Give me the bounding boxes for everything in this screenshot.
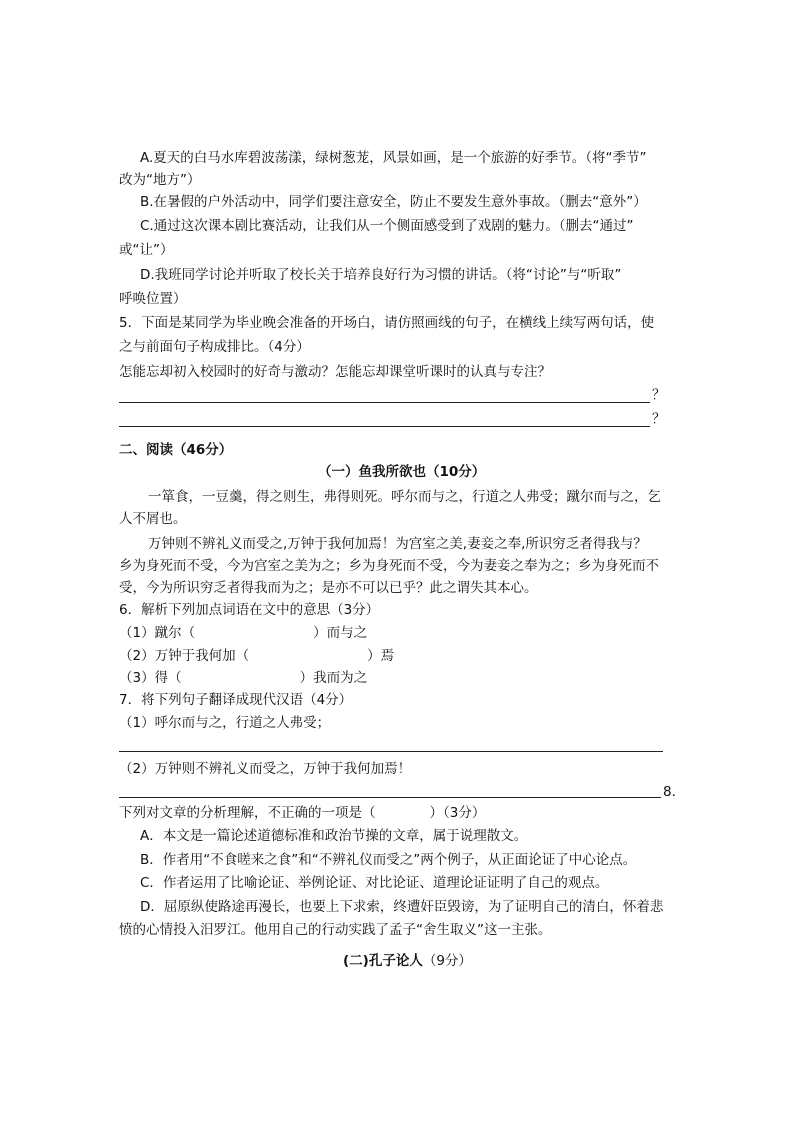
passage1-para1-line1: 一箪食，一豆羹，得之则生，弗得则死。呼尔而与之，行道之人弗受；蹴尔而与之，乞 [148, 489, 661, 505]
q7-answer-line-2[interactable] [119, 797, 661, 798]
q8-stem-prefix: 下列对文章的分析理解，不正确的一项是（ [119, 805, 376, 821]
q7-stem: 7．将下列句子翻译成现代汉语（4分） [119, 692, 353, 708]
section2-heading: 二、阅读（46分） [119, 442, 233, 458]
q7-sentence-2: （2）万钟则不辨礼义而受之，万钟于我何加焉！ [119, 761, 412, 777]
q5-stem-line1: 5．下面是某同学为毕业晚会准备的开场白，请仿照画线的句子，在横线上续写两句话，使 [119, 315, 655, 331]
q6-item3-suffix: ）我而为之 [299, 670, 368, 686]
q5-answer-line-2[interactable] [119, 426, 650, 427]
q8-option-c: C．作者运用了比喻论证、举例论证、对比论证、道理论证证明了自己的观点。 [140, 875, 609, 891]
q6-item2-prefix: （2）万钟于我何加（ [119, 648, 250, 664]
q4-option-b: B.在暑假的户外活动中，同学们要注意安全，防止不要发生意外事故。（删去“意外”） [140, 194, 647, 210]
q8-stem-suffix: ）（3分） [429, 805, 486, 821]
passage1-para1-line2: 人不屑也。 [119, 511, 187, 527]
q8-option-a: A．本文是一篇论述道德标准和政治节操的文章，属于说理散文。 [140, 828, 528, 844]
passage1-para2-line2: 乡为身死而不受，今为宫室之美为之；乡为身死而不受，今为妻妾之奉为之；乡为身死而不 [119, 558, 659, 574]
q8-option-d-line1: D．屈原纵使路途再漫长，也要上下求索，终遭奸臣毁谤，为了证明自己的清白，怀着悲 [140, 899, 664, 915]
q4-option-a-line1: A.夏天的白马水库碧波荡漾，绿树葱茏，风景如画，是一个旅游的好季节。（将“季节” [140, 150, 647, 166]
passage2-score: （9分） [422, 953, 472, 969]
q6-item2 [119, 646, 394, 666]
q8-stem [119, 803, 485, 823]
q4-option-c-line2: 或“让”） [119, 242, 174, 258]
q6-item1 [119, 623, 367, 643]
q5-answer-line-1-end: ？ [652, 387, 666, 403]
q4-option-d-line1: D.我班同学讨论并听取了校长关于培养良好行为习惯的讲话。（将“讨论”与“听取” [140, 267, 622, 283]
q5-answer-line-2-end: ？ [652, 411, 666, 427]
q7-answer-line-1[interactable] [119, 751, 663, 752]
passage1-para2-line3: 受，今为所识穷乏者得我而为之；是亦不可以已乎？此之谓失其本心。 [119, 580, 538, 596]
q5-stem-line2: 之与前面句子构成排比。（4分） [119, 339, 310, 355]
passage2-title-text: (二)孔子论人 [343, 953, 423, 969]
q4-option-d-line2: 呼唤位置） [119, 291, 187, 307]
q6-stem: 6．解析下列加点词语在文中的意思（3分） [119, 602, 380, 618]
q8-option-b: B．作者用“不食嗟来之食”和“不辨礼仪而受之”两个例子，从正面论证了中心论点。 [140, 852, 637, 868]
q6-item3-prefix: （3）得（ [119, 670, 182, 686]
q7-sentence-1: （1）呼尔而与之，行道之人弗受； [119, 715, 331, 731]
q6-item1-suffix: ）而与之 [313, 625, 368, 641]
passage1-title: （一）鱼我所欲也（10分） [318, 464, 486, 480]
q6-item2-suffix: ）焉 [367, 648, 395, 664]
passage2-title [343, 951, 472, 971]
q6-item1-prefix: （1）蹴尔（ [119, 625, 196, 641]
q5-answer-line-1[interactable] [119, 402, 650, 403]
q4-option-c-line1: C.通过这次课本剧比赛活动，让我们从一个侧面感受到了戏剧的魅力。（删去“通过” [140, 218, 634, 234]
q4-option-a-line2: 改为“地方”） [119, 172, 201, 188]
passage1-para2-line1: 万钟则不辨礼义而受之,万钟于我何加焉！为宫室之美,妻妾之奉,所识穷乏者得我与？ [148, 536, 647, 552]
q6-item3 [119, 668, 367, 688]
q8-number: 8． [663, 784, 686, 800]
q5-model-sentence: 怎能忘却初入校园时的好奇与激动？怎能忘却课堂听课时的认真与专注？ [119, 364, 551, 380]
q8-option-d-line2: 愤的心情投入汨罗江。他用自己的行动实践了孟子“舍生取义”这一主张。 [119, 922, 552, 938]
